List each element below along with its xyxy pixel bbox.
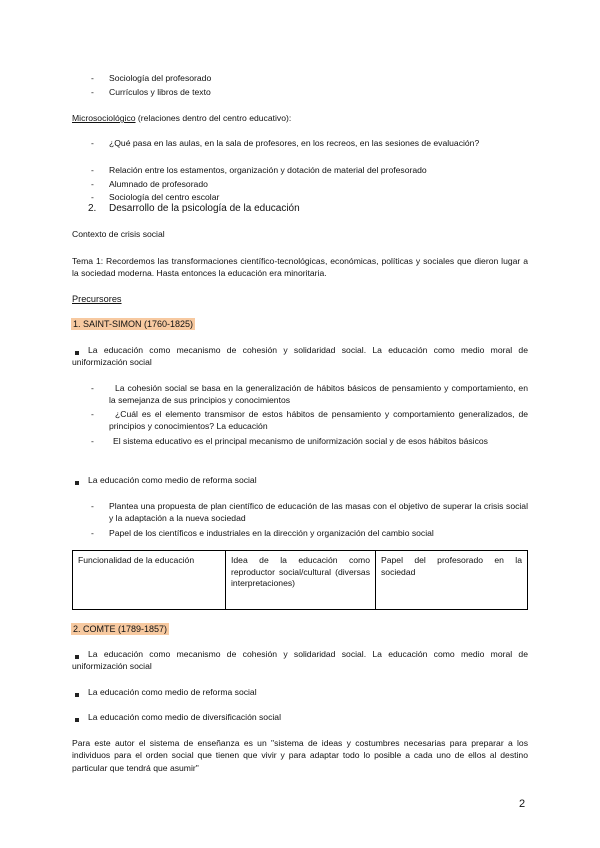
page-number: 2: [519, 798, 526, 810]
context-heading: Contexto de crisis social: [72, 229, 165, 239]
dash-marker: -: [91, 87, 94, 97]
table-row: [73, 551, 528, 610]
comte-heading: [71, 623, 169, 635]
list-item: Relación entre los estamentos, organización y dotación de material del profesorado: [109, 165, 427, 175]
comte-heading-text: 2. COMTE (1789-1857): [73, 624, 168, 634]
dash-marker: -: [91, 179, 94, 189]
bullet-square: [75, 690, 86, 700]
saint-simon-heading-text: 1. SAINT-SIMON (1760-1825): [73, 319, 194, 329]
dash-marker: -: [91, 436, 94, 446]
micro-heading: [72, 112, 291, 124]
table-cell: Funcionalidad de la educación: [73, 551, 226, 610]
list-item: Sociología del profesorado: [109, 73, 212, 83]
bullet-square: [75, 715, 86, 725]
list-item: Sociología del centro escolar: [109, 192, 220, 202]
tema-paragraph: Tema 1: Recordemos las transformaciones científico-tecnológicas, económicas, políticas y sociales que dieron lugar a la sociedad moderna. Hasta entonces la educación era minoritaria.: [72, 256, 528, 279]
precursores-heading: Precursores: [72, 294, 122, 304]
list-item: Alumnado de profesorado: [109, 179, 208, 189]
saint-simon-bullet-1: La educación como mecanismo de cohesión y solidaridad social. La educación como medio moral de uniformización social: [72, 345, 528, 368]
list-item: El sistema educativo es el principal mecanismo de uniformización social y de esos hábitos básicos: [113, 436, 488, 446]
comte-bullet: La educación como mecanismo de cohesión y solidaridad social. La educación como medio moral de uniformización social: [72, 649, 528, 672]
list-item: ¿Qué pasa en las aulas, en la sala de profesores, en los recreos, en las sesiones de evaluación?: [109, 138, 480, 148]
list-item: Papel de los científicos e industriales en la dirección y organización del cambio social: [109, 528, 434, 538]
comte-bullet: La educación como medio de diversificación social: [88, 712, 281, 722]
table-cell: Papel del profesorado en la sociedad: [376, 551, 528, 610]
list-item: ¿Cuál es el elemento transmisor de estos hábitos de pensamiento y comportamiento generalizados, de principios y conocimientos? La educación: [109, 409, 528, 432]
dash-marker: -: [91, 192, 94, 202]
dash-marker: -: [91, 501, 94, 511]
dash-marker: -: [91, 383, 94, 393]
micro-heading-underlined: Microsociológico: [72, 113, 136, 123]
dash-marker: -: [91, 138, 94, 148]
numbered-item-text: Desarrollo de la psicología de la educación: [109, 203, 300, 214]
saint-simon-heading: [71, 318, 195, 330]
comte-quote-paragraph: Para este autor el sistema de enseñanza es un "sistema de ideas y costumbres necesarias para preparar a los individuos para el orden social que tienen que vivir y para adaptar todo lo posible a cada uno de ellos al destino particular que tendrá que asumir": [72, 738, 528, 773]
dash-marker: -: [91, 165, 94, 175]
comte-bullet: La educación como medio de reforma social: [88, 687, 257, 697]
micro-heading-rest: (relaciones dentro del centro educativo):: [135, 113, 292, 123]
list-item: La cohesión social se basa en la generalización de hábitos básicos de pensamiento y comportamiento, en la semejanza de sus principios y conocimientos: [109, 383, 528, 406]
saint-simon-bullet-2: La educación como medio de reforma social: [88, 475, 257, 485]
table-cell: Idea de la educación como reproductor social/cultural (diversas interpretaciones): [226, 551, 376, 610]
dash-marker: -: [91, 73, 94, 83]
list-item: Currículos y libros de texto: [109, 87, 211, 97]
numbered-item-number: 2.: [88, 203, 97, 214]
functions-table: [72, 550, 528, 610]
dash-marker: -: [91, 528, 94, 538]
list-item: Plantea una propuesta de plan científico de educación de las masas con el objetivo de superar la crisis social y la adaptación a la nueva sociedad: [109, 501, 528, 524]
dash-marker: -: [91, 409, 94, 419]
bullet-square: [75, 478, 86, 488]
